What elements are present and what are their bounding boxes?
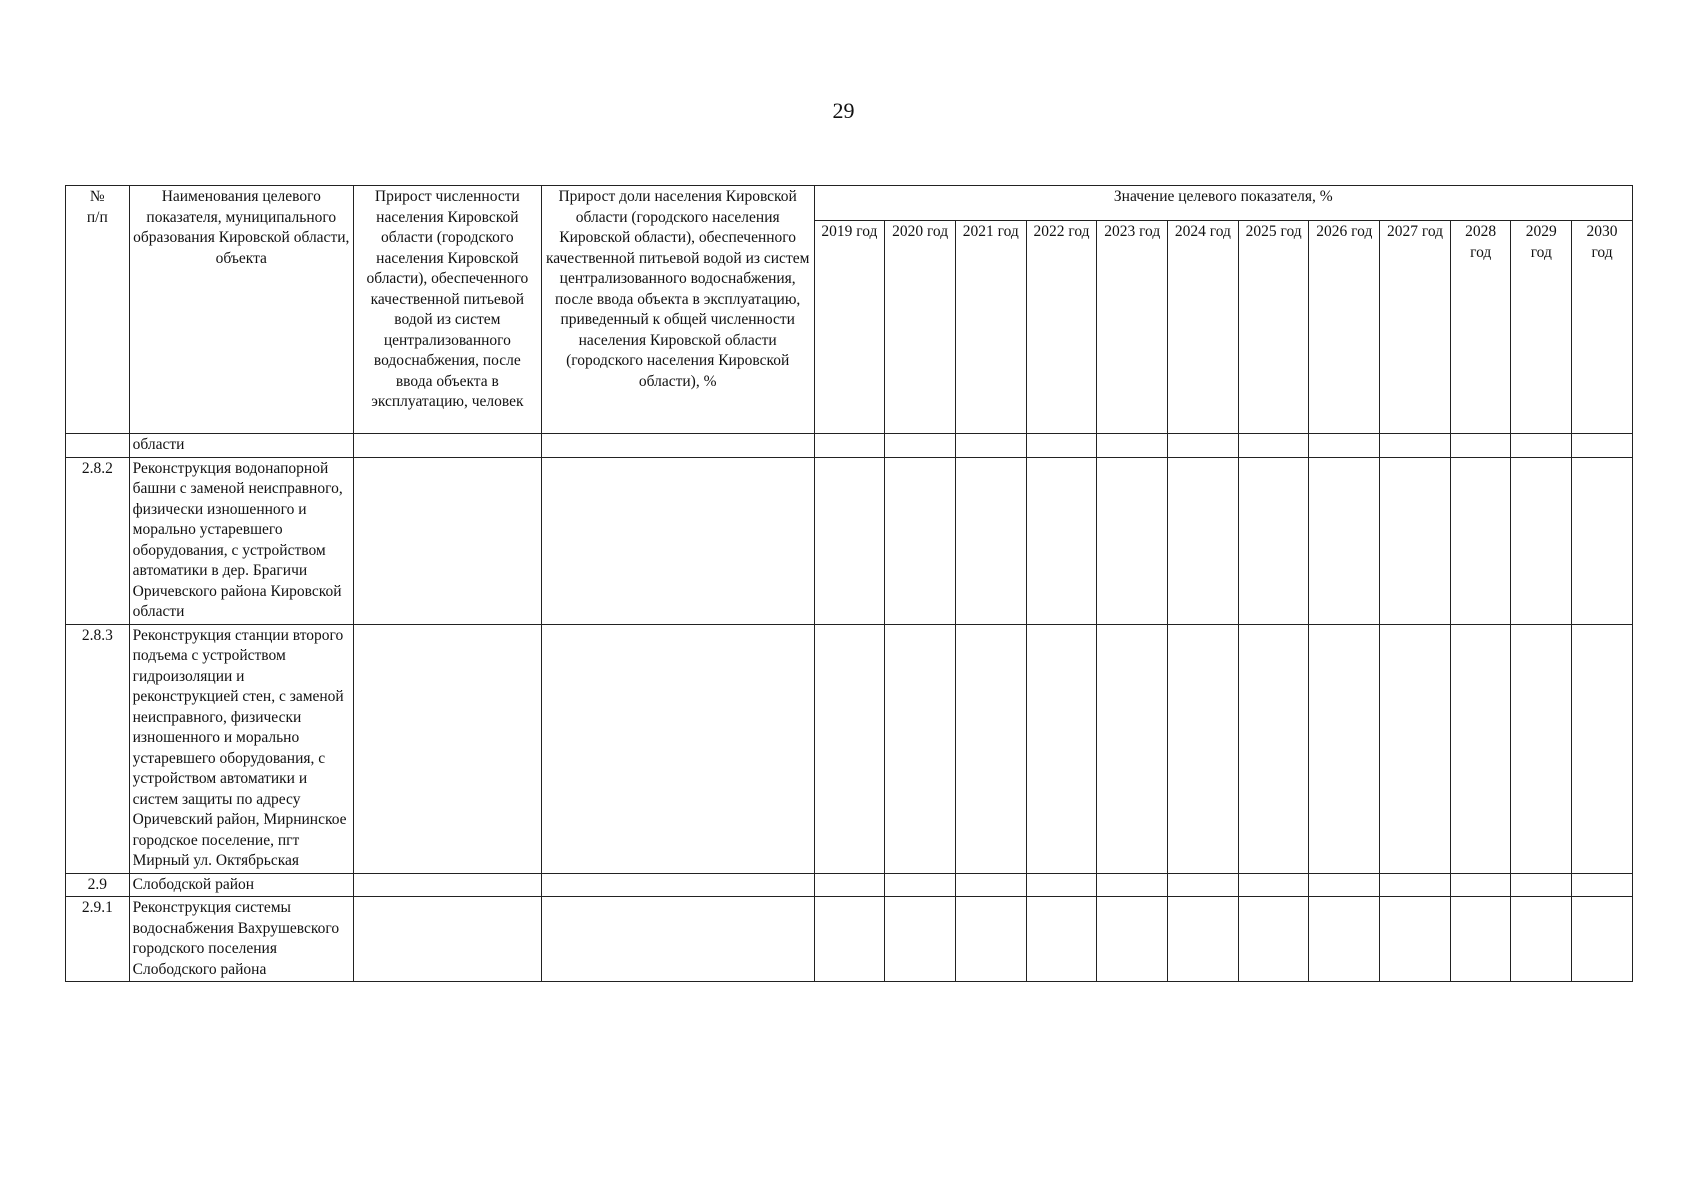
header-year: 2024 год [1168,221,1239,434]
table-row [66,624,1633,873]
header-year: 2030 год [1572,221,1633,434]
table-row [66,457,1633,624]
row-name: Реконструкция системы водоснабжения Вахрушевского городского поселения Слободского района [129,897,353,982]
header-year: 2023 год [1097,221,1168,434]
table-row [66,434,1633,458]
row-name: Слободской район [129,873,353,897]
header-year: 2029 год [1511,221,1572,434]
header-year: 2020 год [885,221,956,434]
header-year: 2022 год [1026,221,1097,434]
row-num: 2.9 [66,873,130,897]
row-num: 2.8.2 [66,457,130,624]
page-number: 29 [832,98,855,123]
header-row-top [66,186,1633,221]
header-year: 2027 год [1380,221,1451,434]
row-num: 2.8.3 [66,624,130,873]
target-indicators-table [65,185,1633,982]
header-year: 2026 год [1309,221,1380,434]
row-num [66,434,130,458]
header-year: 2021 год [955,221,1026,434]
header-year: 2019 год [814,221,885,434]
table-row [66,897,1633,982]
header-year: 2025 год [1238,221,1309,434]
header-value-group: Значение целевого показателя, % [814,186,1632,221]
row-name: Реконструкция станции второго подъема с устройством гидроизоляции и реконструкцией стен, с заменой неисправного, физически изношенного и морально устаревшего оборудования, с устройством автоматики и систем защиты по адресу Оричевский район, Мирнинское городское поселение, пгт Мирный ул. Октябрьская [129,624,353,873]
header-share: Прирост доли населения Кировской области (городского населения Кировской области), обеспеченного качественной питьевой водой из систем централизованного водоснабжения, после ввода объекта в эксплуатацию, приведенный к общей численности населения Кировской области (городского населения Кировской области), % [541,186,814,434]
header-num: № п/п [66,186,130,434]
row-name: области [129,434,353,458]
table-row [66,873,1633,897]
row-name: Реконструкция водонапорной башни с заменой неисправного, физически изношенного и морально устаревшего оборудования, с устройством автоматики в дер. Брагичи Оричевского района Кировской области [129,457,353,624]
header-name: Наименования целевого показателя, муниципального образования Кировской области, объекта [129,186,353,434]
header-gain: Прирост численности населения Кировской области (городского населения Кировской области), обеспеченного качественной питьевой водой из систем централизованного водоснабжения, после ввода объекта в эксплуатацию, человек [353,186,541,434]
row-num: 2.9.1 [66,897,130,982]
header-year: 2028 год [1450,221,1511,434]
